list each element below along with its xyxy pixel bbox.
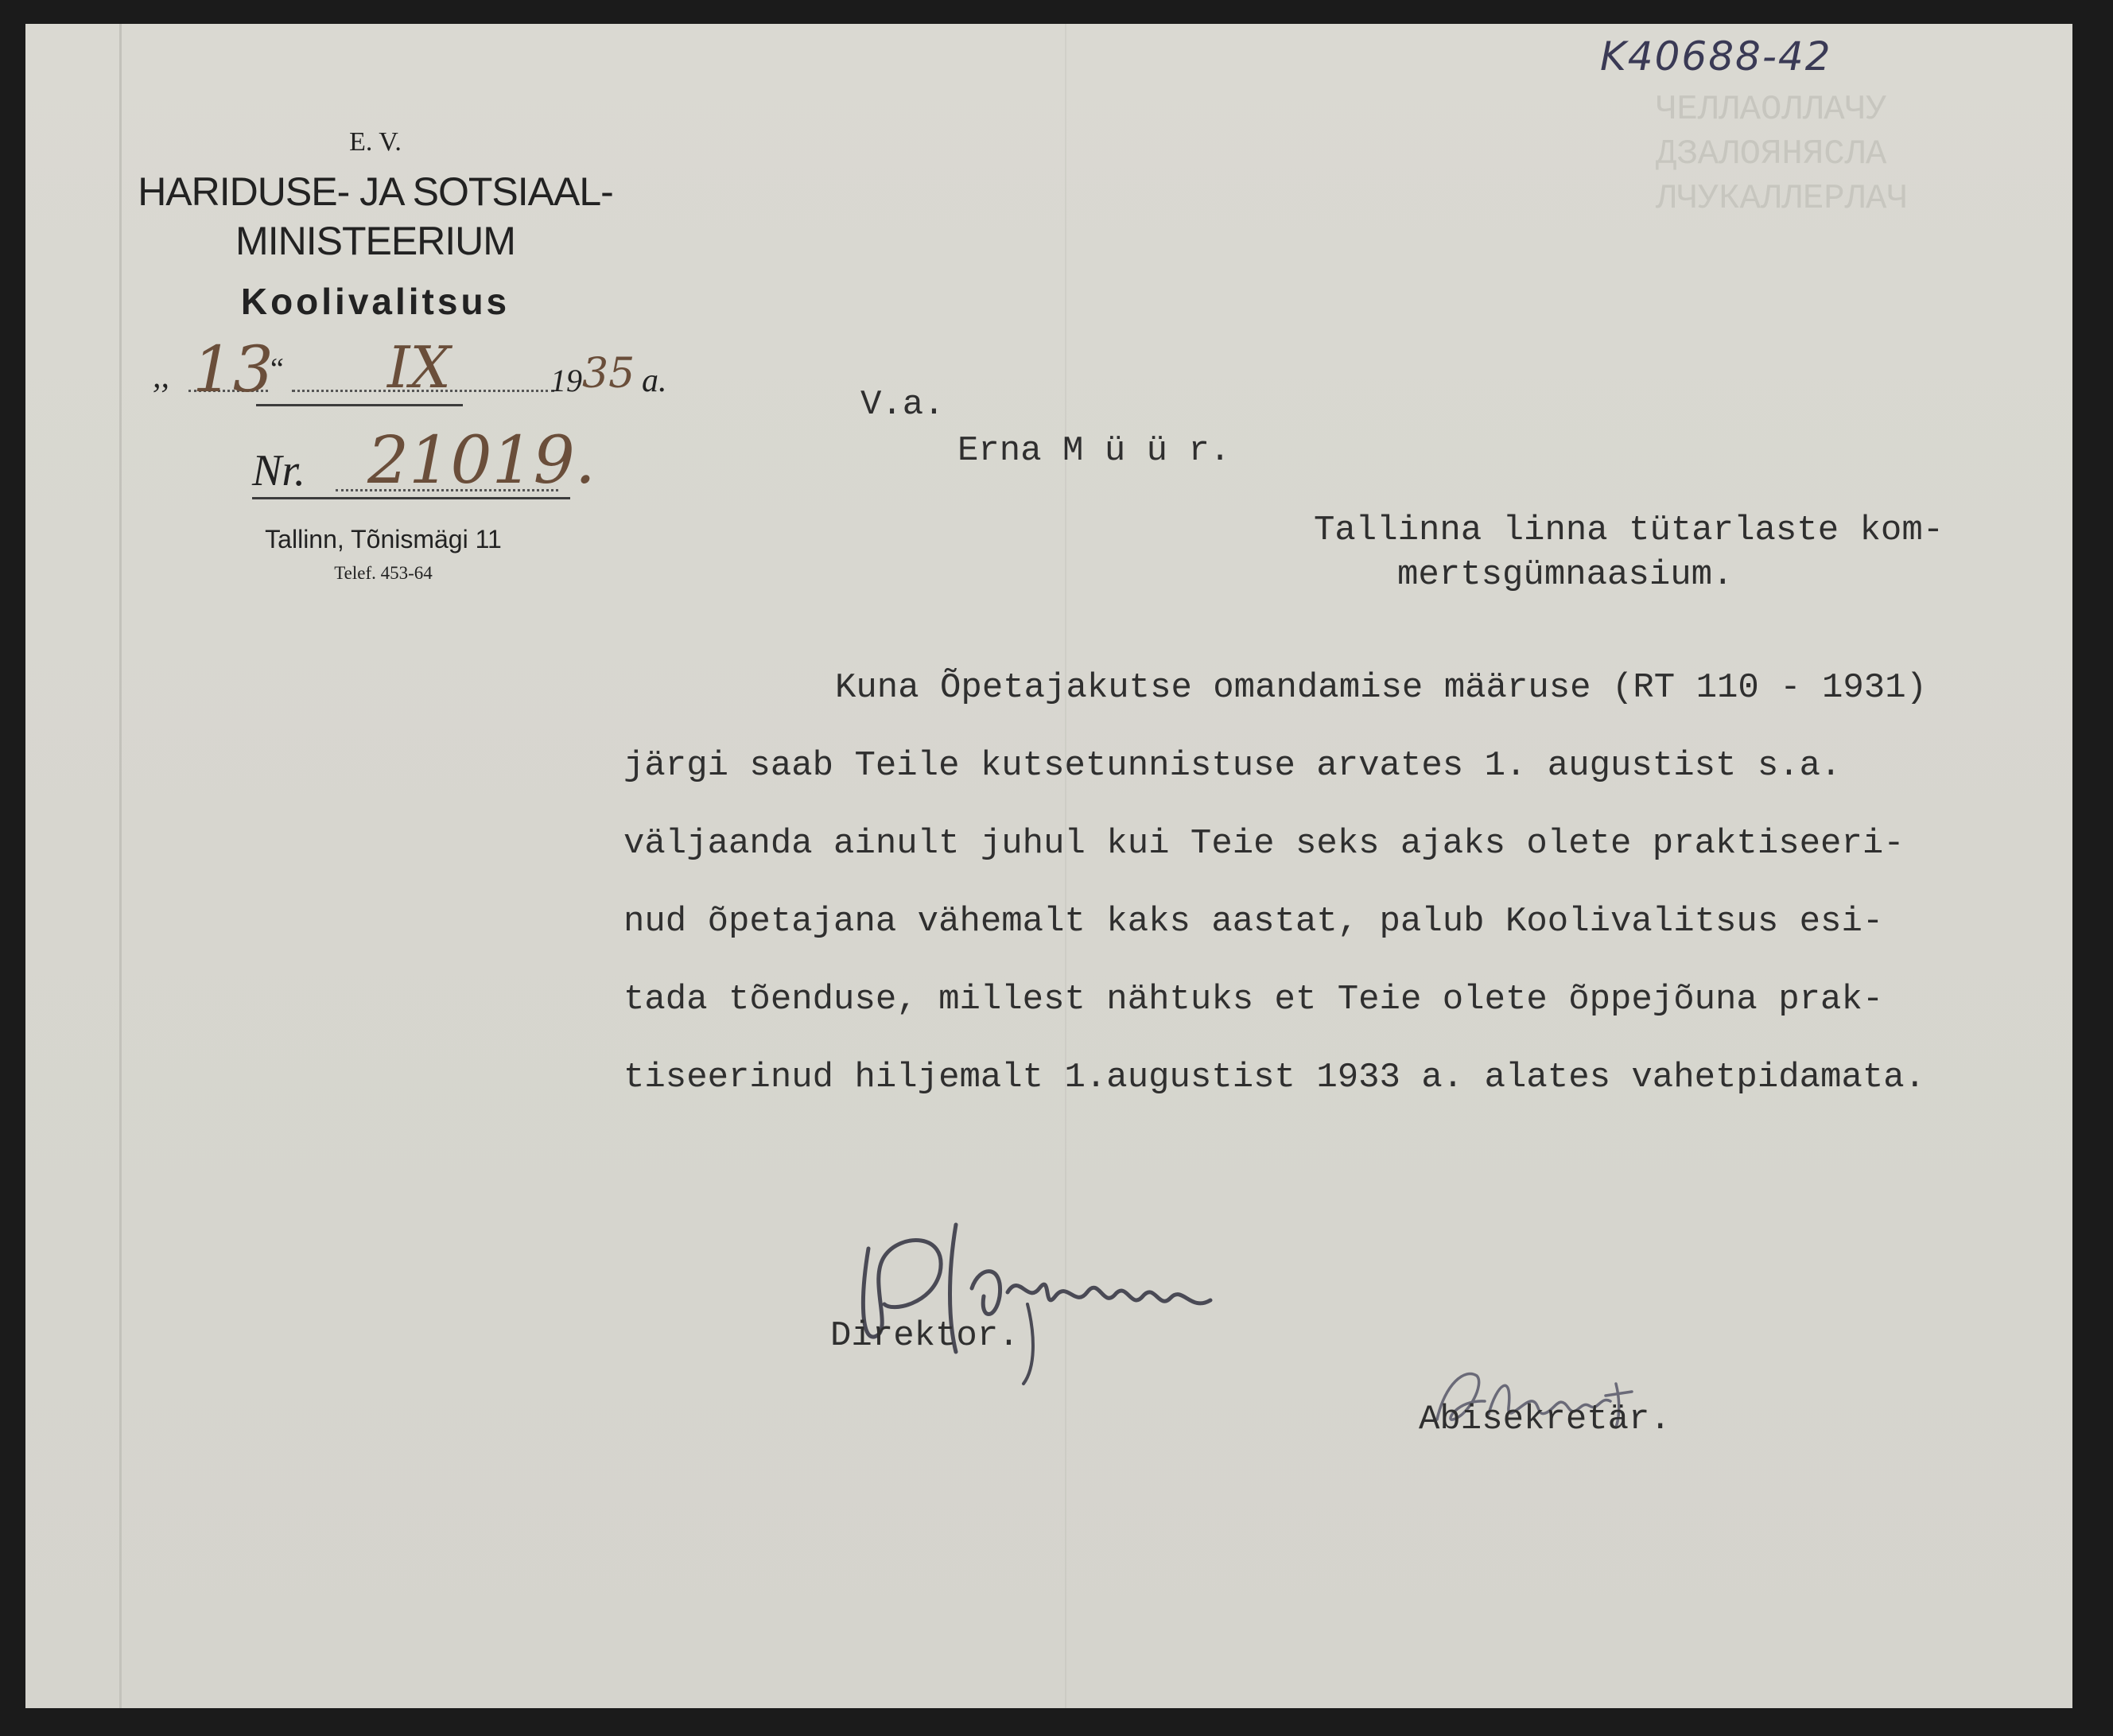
date-year-end: a.: [642, 363, 667, 399]
archive-reference: K40688-42: [1600, 33, 1832, 80]
number-label: Nr.: [252, 446, 305, 495]
date-year-prefix: 19: [550, 363, 582, 398]
body-line: väljaanda ainult juhul kui Teie seks ajaks olete praktiseeri-: [623, 824, 1905, 864]
letterhead-phone: Telef. 453-64: [334, 563, 433, 583]
number-underline: [252, 497, 570, 499]
date-open-quote: ,,: [153, 359, 169, 395]
recipient-school-line2: mertsgümnaasium.: [1397, 555, 1734, 595]
date-year-handwritten: 35: [582, 350, 635, 398]
recipient-name: Erna M ü ü r.: [957, 431, 1231, 471]
assistant-secretary-title: Abisekretär.: [1419, 1400, 1671, 1439]
director-title: Direktor.: [830, 1316, 1020, 1356]
number-handwritten: 21019.: [367, 423, 596, 499]
letterhead-ministry-line1: HARIDUSE- JA SOTSIAAL-: [138, 169, 613, 214]
number-overline: [256, 404, 463, 406]
letter-page: [25, 24, 2072, 1708]
letterhead-ev: E. V.: [349, 127, 402, 157]
date-close-quote: “: [270, 352, 284, 386]
letterhead-address: Tallinn, Tõnismägi 11: [265, 525, 502, 553]
bleed-through-line: ДЗАЛОЯНЯСЛА: [1656, 134, 1887, 174]
date-day-handwritten: 13: [192, 332, 274, 406]
director-signature: [837, 1201, 1282, 1392]
body-line: tada tõenduse, millest nähtuks et Teie olete õppejõuna prak-: [623, 980, 1884, 1019]
date-month-handwritten: IX: [387, 334, 451, 401]
center-fold-line: [1065, 24, 1066, 1708]
bleed-through-line: ЛЧУКАЛЛЕРЛАЧ: [1656, 179, 1908, 219]
bleed-through-text: [1656, 87, 1908, 221]
body-line: järgi saab Teile kutsetunnistuse arvates 1. augustist s.a.: [623, 746, 1842, 786]
body-line: Kuna Õpetajakutse omandamise määruse (RT 110 - 1931): [835, 668, 1928, 708]
left-fold-line: [119, 24, 122, 1708]
bleed-through-line: ЧЕЛЛАОЛЛАЧУ: [1656, 90, 1887, 130]
letterhead-ministry-line2: MINISTEERIUM: [235, 219, 515, 263]
recipient-school-line1: Tallinna linna tütarlaste kom-: [1314, 511, 1944, 550]
body-line: tiseerinud hiljemalt 1.augustist 1933 a. alates vahetpidamata.: [623, 1058, 1926, 1097]
recipient-prefix: V.a.: [860, 385, 945, 425]
body-line: nud õpetajana vähemalt kaks aastat, palub Koolivalitsus esi-: [623, 902, 1884, 942]
letterhead-department: Koolivalitsus: [240, 281, 511, 322]
